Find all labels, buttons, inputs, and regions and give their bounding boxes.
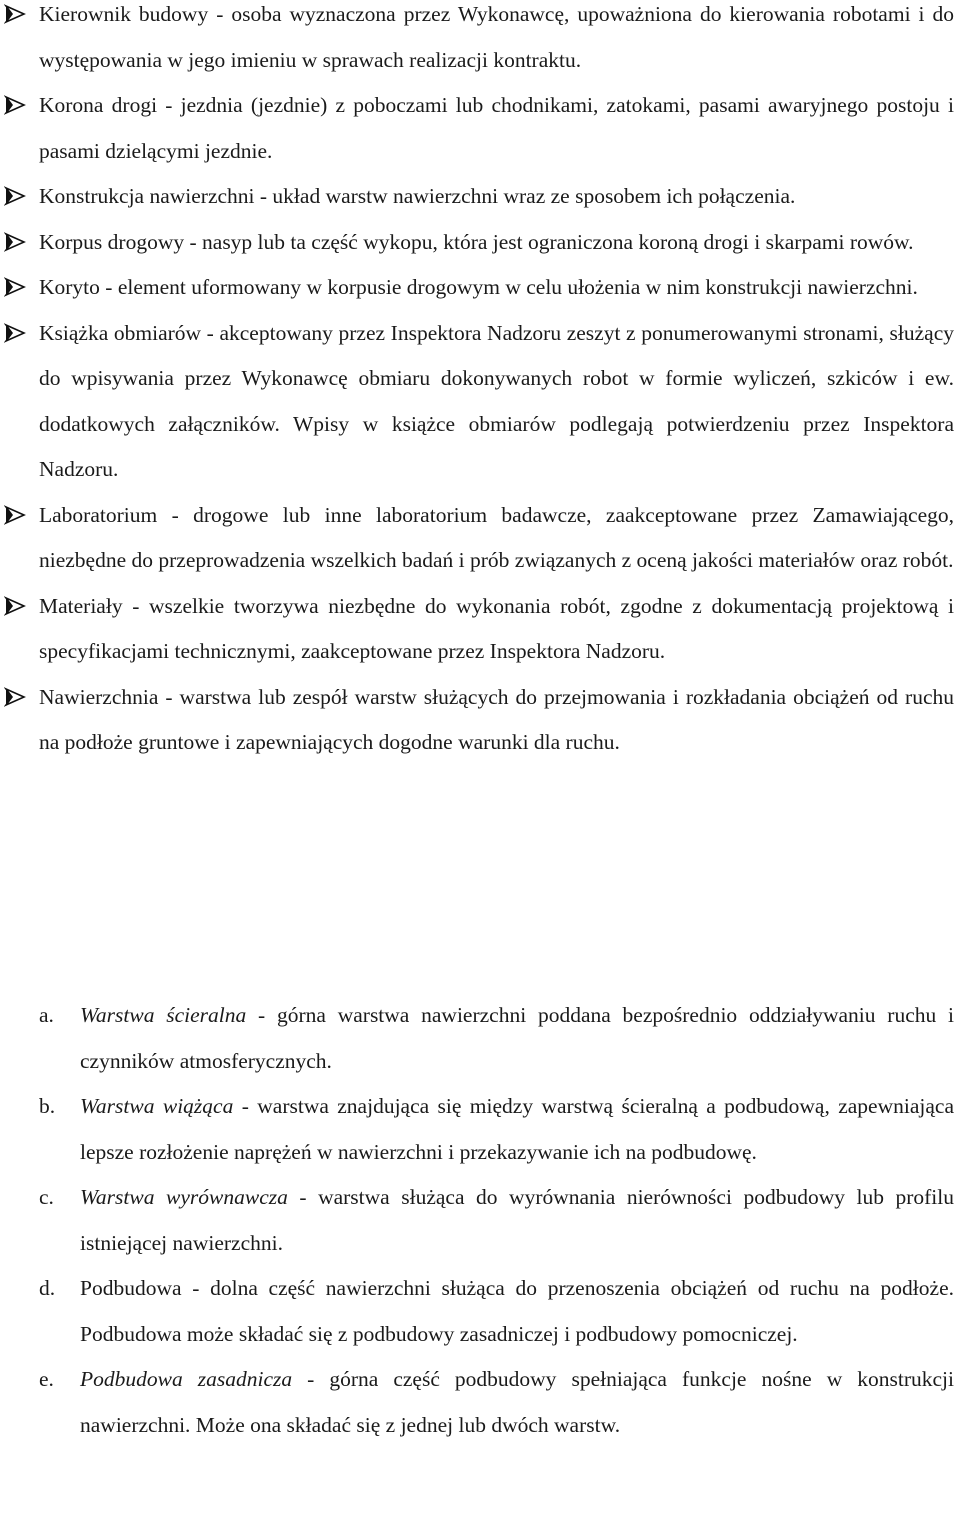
definition-item	[0, 0, 954, 83]
subdefinition-item	[0, 1084, 954, 1175]
arrow-bullet-icon	[4, 596, 26, 616]
definition-item	[0, 311, 954, 493]
list-marker: a.	[39, 1003, 54, 1027]
arrow-bullet-icon	[4, 505, 26, 525]
arrow-bullet-icon	[4, 687, 26, 707]
arrow-bullet-icon	[4, 186, 26, 206]
definition-text: Książka obmiarów - akceptowany przez Inspektora Nadzoru zeszyt z ponumerowanymi stronami, służący do wpisywania przez Wykonawcę obmiaru dokonywanych robot w formie wyliczeń, szkiców i ew. dodatkowych załączników. Wpisy w książce obmiarów podlegają potwierdzeniu przez Inspektora Nadzoru.	[39, 320, 954, 481]
definition-text: Materiały - wszelkie tworzywa niezbędne do wykonania robót, zgodne z dokumentacją projektową i specyfikacjami technicznymi, zaakceptowane przez Inspektora Nadzoru.	[39, 593, 954, 663]
definition-item	[0, 675, 954, 766]
definition-text: Kierownik budowy - osoba wyznaczona przez Wykonawcę, upoważniona do kierowania robotami i do występowania w jego imieniu w sprawach realizacji kontraktu.	[39, 2, 954, 72]
term: Warstwa ścieralna	[80, 1003, 247, 1027]
list-marker: c.	[39, 1185, 54, 1209]
definitions-list	[0, 0, 954, 766]
subdefinition-item	[0, 1357, 954, 1448]
term: Podbudowa zasadnicza	[80, 1367, 293, 1391]
definition-text: Nawierzchnia - warstwa lub zespół warstw służących do przejmowania i rozkładania obciążeń od ruchu na podłoże gruntowe i zapewniających dogodne warunki dla ruchu.	[39, 684, 954, 754]
term-description: - warstwa służąca do wyrównania nierówności podbudowy lub profilu istniejącej nawierzchni.	[80, 1185, 955, 1255]
definition-item	[0, 493, 954, 584]
arrow-bullet-icon	[4, 323, 26, 343]
subdefinition-item	[0, 1175, 954, 1266]
arrow-bullet-icon	[4, 4, 26, 24]
list-marker: d.	[39, 1276, 56, 1300]
definition-item	[0, 83, 954, 174]
list-marker: b.	[39, 1094, 56, 1118]
term-description: - dolna część nawierzchni służąca do przenoszenia obciążeń od ruchu na podłoże. Podbudowa może składać się z podbudowy zasadniczej i podbudowy pomocniczej.	[80, 1276, 954, 1346]
subdefinition-item	[0, 1266, 954, 1357]
definition-text: Laboratorium - drogowe lub inne laboratorium badawcze, zaakceptowane przez Zamawiającego, niezbędne do przeprowadzenia wszelkich badań i prób związanych z oceną jakości materiałów oraz robót.	[39, 502, 954, 572]
arrow-bullet-icon	[4, 277, 26, 297]
arrow-bullet-icon	[4, 95, 26, 115]
definition-text: Konstrukcja nawierzchni - układ warstw nawierzchni wraz ze sposobem ich połączenia.	[39, 184, 796, 208]
definition-item	[0, 174, 954, 220]
term-description: - warstwa znajdująca się między warstwą ścieralną a podbudową, zapewniająca lepsze rozłożenie naprężeń w nawierzchni i przekazywanie ich na podbudowę.	[80, 1094, 954, 1164]
definition-text: Korona drogi - jezdnia (jezdnie) z poboczami lub chodnikami, zatokami, pasami awaryjnego postoju i pasami dzielącymi jezdnie.	[39, 93, 954, 163]
term-description: - górna część podbudowy spełniająca funkcje nośne w konstrukcji nawierzchni. Może ona składać się z jednej lub dwóch warstw.	[80, 1367, 954, 1437]
definition-item	[0, 584, 954, 675]
subdefinition-item	[0, 993, 954, 1084]
arrow-bullet-icon	[4, 232, 26, 252]
definition-text: Koryto - element uformowany w korpusie drogowym w celu ułożenia w nim konstrukcji nawierzchni.	[39, 275, 918, 299]
layer-subdefinitions	[0, 993, 954, 1448]
list-marker: e.	[39, 1367, 54, 1391]
definition-item	[0, 265, 954, 311]
term: Warstwa wyrównawcza	[80, 1185, 288, 1209]
definition-text: Korpus drogowy - nasyp lub ta część wykopu, która jest ograniczona koroną drogi i skarpami rowów.	[39, 229, 914, 254]
definition-item	[0, 220, 954, 266]
term-description: - górna warstwa nawierzchni poddana bezpośrednio oddziaływaniu ruchu i czynników atmosferycznych.	[80, 1003, 954, 1073]
term: Warstwa wiążąca	[80, 1094, 234, 1118]
term: Podbudowa	[80, 1276, 182, 1300]
